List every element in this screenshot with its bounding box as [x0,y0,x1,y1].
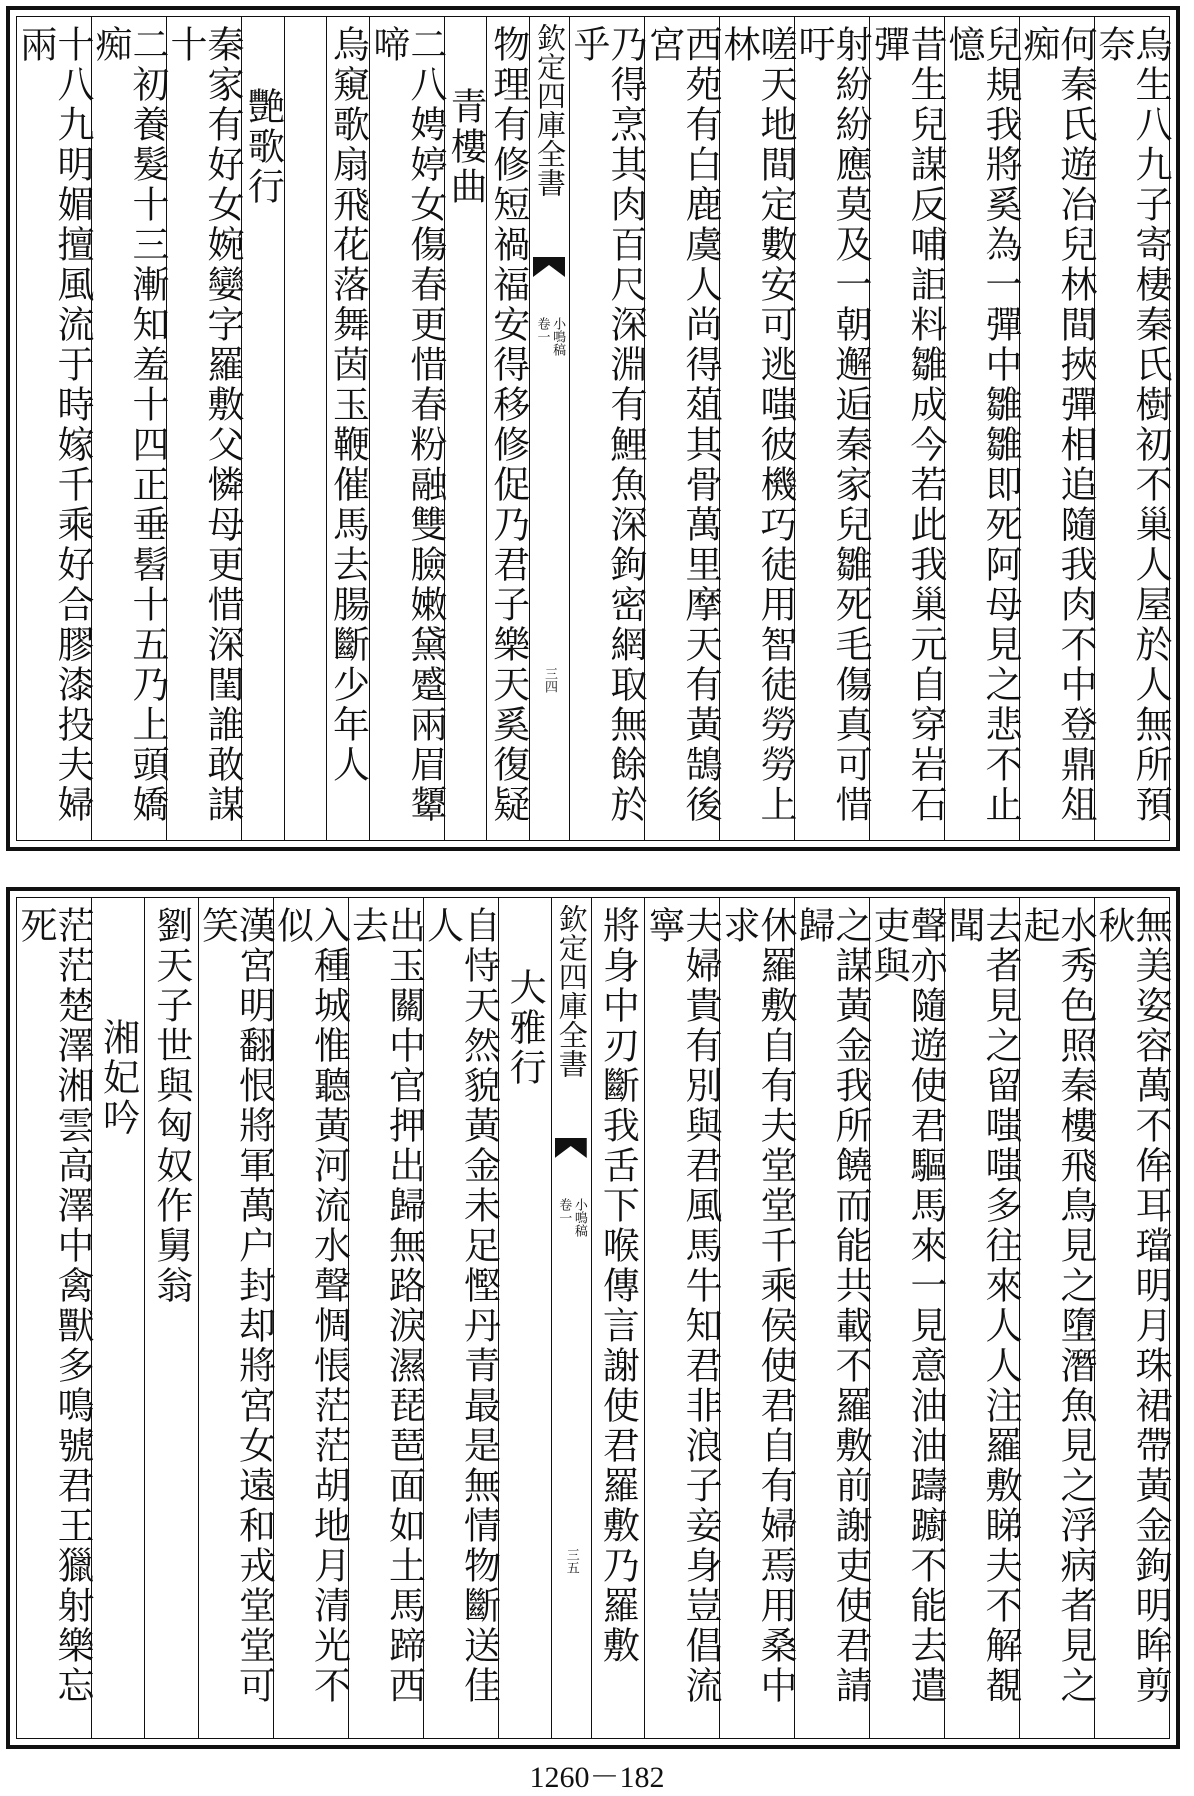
text-column: 十八九明媚擅風流于時嫁千乘好合膠漆投夫婦兩 [14,25,95,825]
text-column: 秦家有好女婉孌字羅敷父憐母更惜深閨誰敢謀十 [166,17,241,840]
text-column: 嗟天地間定數安可逃嗤彼機巧徒用智徒勞勞上林 [719,17,794,840]
bottom-page [6,887,1180,1749]
blank-column [284,17,327,840]
text-column: 休羅敷自有夫堂堂千乘侯使君自有婦焉用桑中求 [719,898,794,1738]
text-column: 水秀色照秦樓飛鳥見之墮潛魚見之浮病者見之起 [1019,898,1094,1738]
poem-title: 大雅行 [498,898,551,1738]
center-fold [551,898,591,1738]
text-column: 物理有修短禍福安得移修促乃君子樂天奚復疑 [486,17,529,840]
text-column: 射紛紛應莫及一朝邂逅秦家兒雛死毛傷真可惜吁 [794,17,869,840]
work-title: 小鳴稿 [550,317,566,356]
text-column: 將身中刃斷我舌下喉傳言謝使君羅敷乃羅敷 [591,898,644,1738]
text-column: 去者見之留嗤嗤多往來人人注羅敷睇夫不解覩聞 [944,898,1019,1738]
book-title: 欽定四庫全書 [554,904,589,1078]
leaf-number: 三五 [563,1548,579,1574]
text-column: 夫婦貴有別與君風馬牛知君非浪子妾身豈倡流寧 [644,898,719,1738]
fishtail-mark-icon [533,257,565,277]
poem-title: 青樓曲 [444,17,487,840]
text-column: 無美姿容萬不侔耳璫明月珠裙帶黃金鉤明眸剪秋 [1094,898,1169,1738]
text-column: 烏窺歌扇飛花落舞茵玉鞭催馬去腸斷少年人 [326,17,369,840]
center-fold [529,17,569,840]
text-column: 劉天子世與匈奴作舅翁 [144,898,197,1738]
top-page-frame [16,16,1170,841]
text-column: 茫茫楚澤湘雲高澤中禽獸多鳴號君王獵射樂忘死 [14,906,94,1706]
volume-number: 卷一 [534,317,550,343]
leaf-number: 三四 [542,667,557,693]
top-page [6,6,1180,851]
volume-label [552,1198,591,1288]
text-column: 何秦氏遊冶兒林間挾彈相追隨我肉不中登鼎俎痴 [1019,17,1094,840]
text-column: 兒規我將奚為一彈中雛雛即死阿母見之悲不止憶 [944,17,1019,840]
text-column: 聲亦隨遊使君驅馬來一見意油油躊躕不能去遣吏與 [869,898,944,1738]
volume-number: 卷一 [556,1198,572,1224]
book-title: 欽定四庫全書 [533,23,567,197]
page-number: 1260－182 [529,1761,665,1794]
text-column: 烏生八九子寄棲秦氏樹初不巢人屋於人無所預奈 [1094,17,1169,840]
text-column: 昔生兒謀反哺詎料雛成今若此我巢元自穿岩石彈 [869,17,944,840]
poem-title: 湘妃吟 [91,898,144,1738]
text-column: 乃得烹其肉百尺深淵有鯉魚深鉤密網取無餘於乎 [569,17,644,840]
text-column: 二八娉婷女傷春更惜春粉融雙臉嫩黛蹙兩眉顰啼 [369,17,444,840]
volume-label [530,317,569,407]
text-column: 漢宮明翻恨將軍萬户封却將宮女遠和戎堂堂可笑 [198,898,273,1738]
fishtail-mark-icon [555,1138,587,1158]
text-column: 自恃天然貌黃金未足慳丹青最是無情物斷送佳人 [423,898,498,1738]
text-column: 二初養髮十三漸知羞十四正垂髫十五乃上頭嬌痴 [91,17,166,840]
text-column: 之謀黃金我所饒而能共載不羅敷前謝吏使君請歸 [794,898,869,1738]
text-column: 出玉關中官押出歸無路淚濕琵琶面如土馬蹄西去 [348,898,423,1738]
text-column: 西苑有白鹿虞人尚得葅其骨萬里摩天有黃鵠後宮 [644,17,719,840]
poem-title: 艷歌行 [241,17,284,840]
bottom-page-frame [16,897,1170,1739]
text-column: 入種城惟聽黃河流水聲惆悵茫茫胡地月清光不似 [273,898,348,1738]
work-title: 小鳴稿 [571,1198,587,1237]
